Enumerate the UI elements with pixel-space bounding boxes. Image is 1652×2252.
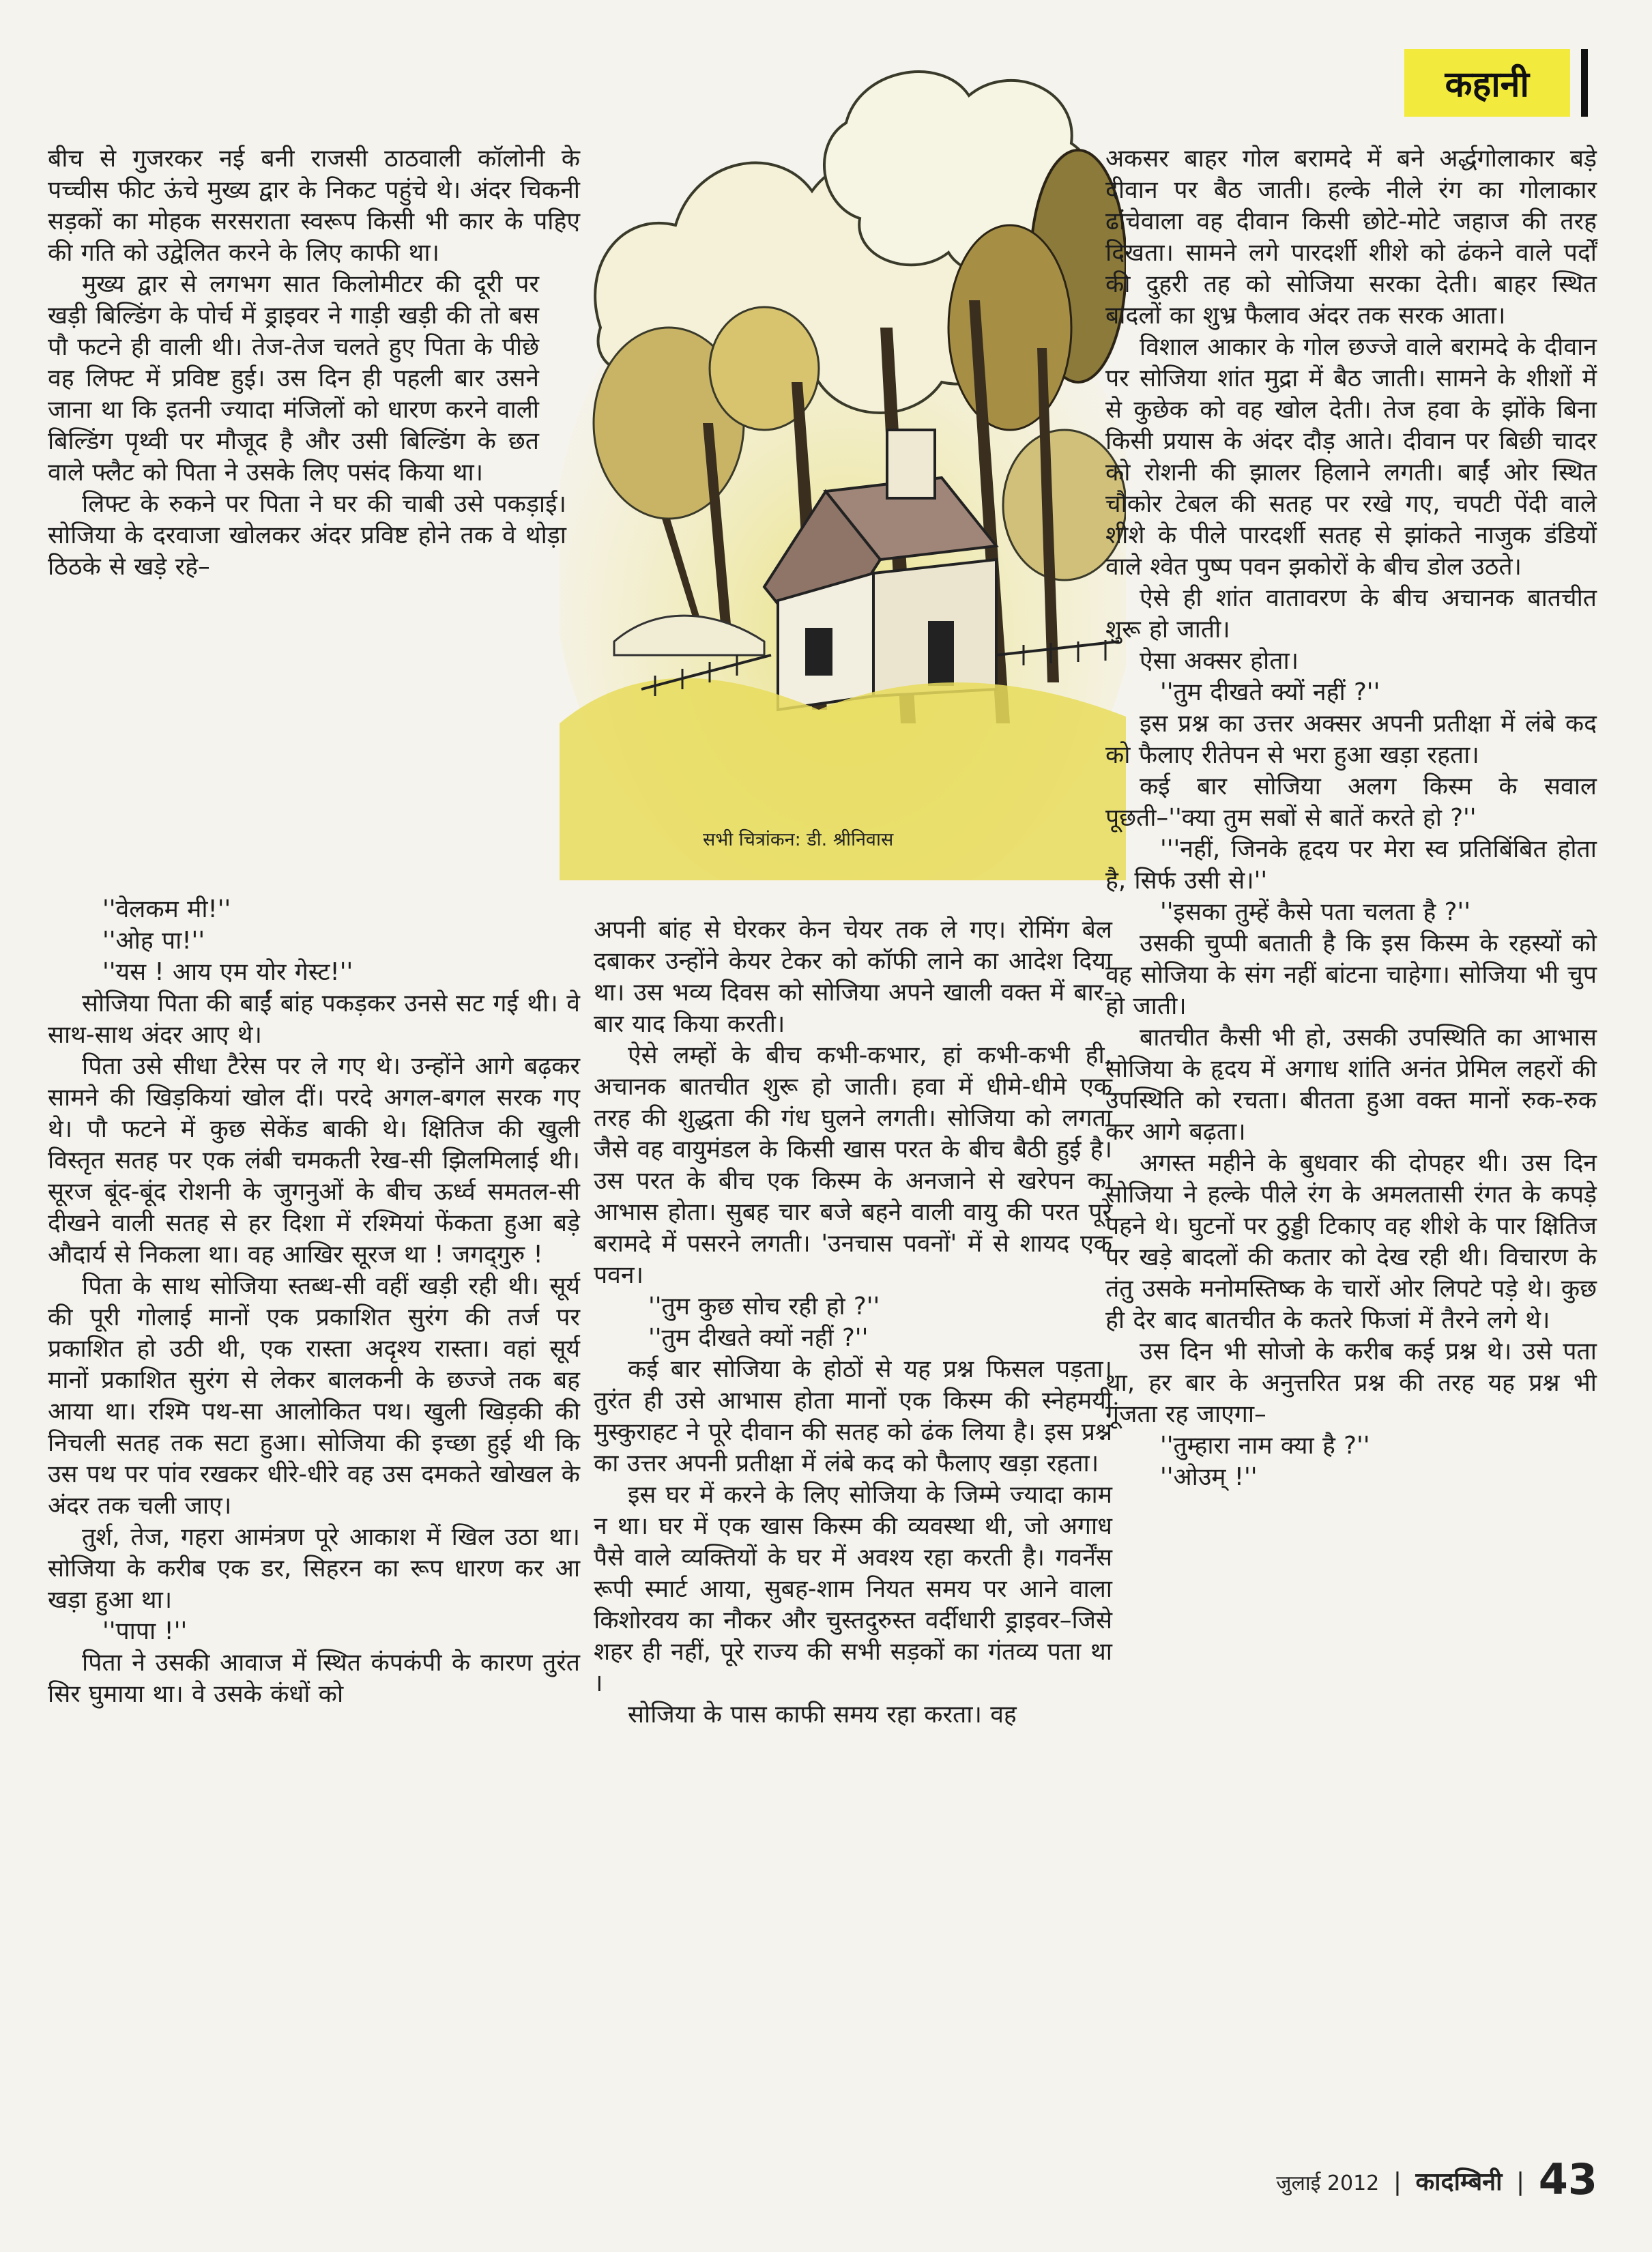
paragraph: इस घर में करने के लिए सोजिया के जिम्मे ज्यादा काम न था। घर में एक खास किस्म की व्यवस्था थी, जो अगाध पैसे वाले व्यक्तियों के घर में अवश्य रहा करती है। गवर्नेंस रूपी स्मार्ट आया, सुबह-शाम नियत समय पर आने वाला किशोरवय का नौकर और चुस्तदुरुस्त वर्दीधारी ड्राइवर–जिसे शहर ही नहीं, पूरे राज्य की सभी सड़कों का गंतव्य पता था ।	[594, 1481, 1112, 1697]
paragraph: मुख्य द्वार से लगभग सात किलोमीटर की दूरी पर खड़ी बिल्डिंग के पोर्च में ड्राइवर ने गाड़ी खड़ी की तो बस पौ फटने ही वाली थी। तेज-तेज चलते हुए पिता के पीछे वह लिफ्ट में प्रविष्ट हुई। उस दिन ही पहली बार उसने जाना था कि इतनी ज्यादा मंजिलों को धारण करने वाली बिल्डिंग पृथ्वी पर मौजूद है और उसी बिल्डिंग के छत वाले फ्लैट को पिता ने उसके लिए पसंद किया था।	[48, 270, 539, 487]
paragraph: तुर्श, तेज, गहरा आमंत्रण पूरे आकाश में खिल उठा था। सोजिया के करीब एक डर, सिहरन का रूप धारण कर आ खड़ा हुआ था।	[48, 1523, 580, 1614]
paragraph: कई बार सोजिया के होठों से यह प्रश्न फिसल पड़ता। तुरंत ही उसे आभास होता मानों एक किस्म की स्नेहमयी मुस्कुराहट ने पूरे दीवान की सतह को ढंक लिया है। इस प्रश्न का उत्तर अपनी प्रतीक्षा में लंबे कद को फैलाए खड़ा रहता।	[594, 1355, 1112, 1477]
dialogue-line: ''इसका तुम्हें कैसे पता चलता है ?''	[1160, 898, 1471, 926]
dialogue-line: '''नहीं, जिनके हृदय पर मेरा स्व प्रतिबिंबित होता है, सिर्फ उसी से।''	[1105, 835, 1597, 895]
paragraph: उस दिन भी सोजो के करीब कई प्रश्न थे। उसे पता था, हर बार के अनुत्तरित प्रश्न की तरह यह प्रश्न भी गूंजता रह जाएगा–	[1105, 1338, 1597, 1428]
paragraph: बातचीत कैसी भी हो, उसकी उपस्थिति का आभास सोजिया के हृदय में अगाध शांति अनंत प्रेमिल लहरों की उपस्थिति को रचता। बीतता हुआ वक्त मानों रुक-रुक कर आगे बढ़ता।	[1105, 1024, 1597, 1146]
page-number: 43	[1538, 2154, 1597, 2204]
dialogue-line: ''वेलकम मी!''	[102, 895, 231, 923]
footer-separator: |	[1393, 2168, 1402, 2196]
column-1-bottom	[48, 894, 580, 1710]
paragraph: ऐसे ही शांत वातावरण के बीच अचानक बातचीत शुरू हो जाती।	[1105, 584, 1597, 644]
dialogue-line: ''पापा !''	[102, 1617, 188, 1645]
column-1-top	[48, 143, 580, 583]
dialogue-line: ''तुम्हारा नाम क्या है ?''	[1160, 1432, 1370, 1460]
paragraph: पिता के साथ सोजिया स्तब्ध-सी वहीं खड़ी रही थी। सूर्य की पूरी गोलाई मानों एक प्रकाशित सुरंग की तर्ज पर प्रकाशित हो उठी थी, एक रास्ता अदृश्य रास्ता। वहां सूर्य मानों प्रकाशित सुरंग से लेकर बालकनी के छज्जे तक बह आया था। रश्मि पथ-सा आलोकित पथ। खुली खिड़की की निचली सतह तक सटा हुआ। सोजिया की इच्छा हुई थी कि उस पथ पर पांव रखकर धीरे-धीरे वह उस दमकते खोखल के अंदर तक चली जाए।	[48, 1272, 580, 1520]
story-illustration	[560, 41, 1126, 880]
paragraph: सोजिया के पास काफी समय रहा करता। वह	[628, 1701, 1017, 1729]
dialogue-line: ''ओउम् !''	[1160, 1463, 1258, 1491]
paragraph: ऐसा अक्सर होता।	[1140, 647, 1299, 675]
paragraph: अगस्त महीने के बुधवार की दोपहर थी। उस दिन सोजिया ने हल्के पीले रंग के अमलतासी रंगत के कपड़े पहने थे। घुटनों पर ठुड्डी टिकाए वह शीशे के पार क्षितिज पर खड़े बादलों की कतार को देख रही थी। विचारण के तंतु उसके मनोमस्तिष्क के चारों ओर लिपटे पड़े थे। कुछ ही देर बाद बातचीत के कतरे फिजां में तैरने लगे थे।	[1105, 1149, 1597, 1334]
paragraph: उसकी चुप्पी बताती है कि इस किस्म के रहस्यों को वह सोजिया के संग नहीं बांटना चाहेगा। सोजिया भी चुप हो जाती।	[1105, 929, 1597, 1020]
column-2	[594, 914, 1112, 1731]
paragraph: पिता ने उसकी आवाज में स्थित कंपकंपी के कारण तुरंत सिर घुमाया था। वे उसके कंधों को	[48, 1649, 580, 1708]
paragraph: कई बार सोजिया अलग किस्म के सवाल पूछती–''क्या तुम सबों से बातें करते हो ?''	[1105, 773, 1597, 832]
paragraph: इस प्रश्न का उत्तर अक्सर अपनी प्रतीक्षा में लंबे कद को फैलाए रीतेपन से भरा हुआ खड़ा रहता।	[1105, 710, 1597, 769]
page-footer	[1276, 2154, 1597, 2204]
paragraph: अपनी बांह से घेरकर केन चेयर तक ले गए। रोमिंग बेल दबाकर उन्होंने केयर टेकर को कॉफी लाने का आदेश दिया था। उस भव्य दिवस को सोजिया अपने खाली वक्त में बार-बार याद किया करती।	[594, 916, 1112, 1038]
column-3	[1105, 143, 1597, 1493]
issue-month: जुलाई 2012	[1276, 2171, 1380, 2195]
dialogue-line: ''तुम दीखते क्यों नहीं ?''	[1160, 678, 1380, 706]
dialogue-line: ''ओह पा!''	[102, 927, 205, 955]
paragraph: लिफ्ट के रुकने पर पिता ने घर की चाबी उसे पकड़ाई। सोजिया के दरवाजा खोलकर अंदर प्रविष्ट होने तक वे थोड़ा ठिठके से खड़े रहे–	[48, 490, 566, 581]
paragraph: बीच से गुजरकर नई बनी राजसी ठाठवाली कॉलोनी के पच्चीस फीट ऊंचे मुख्य द्वार के निकट पहुंचे थे। अंदर चिकनी सड़कों का मोहक सरसराता स्वरूप किसी भी कार के पहिए की गति को उद्वेलित करने के लिए काफी था।	[48, 145, 580, 267]
dialogue-line: ''तुम दीखते क्यों नहीं ?''	[648, 1324, 869, 1352]
dialogue-line: ''यस ! आय एम योर गेस्ट!''	[102, 958, 353, 986]
footer-separator: |	[1516, 2168, 1525, 2196]
section-tag: कहानी	[1404, 49, 1570, 117]
paragraph: अकसर बाहर गोल बरामदे में बने अर्द्धगोलाकार बड़े दीवान पर बैठ जाती। हल्के नीले रंग का गोलाकार ढांचेवाला वह दीवान किसी छोटे-मोटे जहाज की तरह दिखता। सामने लगे पारदर्शी शीशे को ढंकने वाले पर्दों की दुहरी तह को सोजिया सरका देती। बाहर स्थित बादलों का शुभ्र फैलाव अंदर तक सरक आता।	[1105, 145, 1597, 330]
paragraph: पिता उसे सीधा टैरेस पर ले गए थे। उन्होंने आगे बढ़कर सामने की खिड़कियां खोल दीं। परदे अगल-बगल सरक गए थे। पौ फटने में कुछ सेकेंड बाकी थे। क्षितिज की खुली विस्तृत सतह पर एक लंबी चमकती रेख-सी झिलमिलाई थी। सूरज बूंद-बूंद रोशनी के जुगनुओं के बीच ऊर्ध्व समतल-सी दीखने वाली सतह से हर दिशा में रश्मियां फेंकता हुआ बड़े औदार्य से निकला था। वह आखिर सूरज था ! जगद्‍गुरु !	[48, 1052, 580, 1269]
illustration-credit: सभी चित्रांकन: डी. श्रीनिवास	[703, 829, 894, 850]
dialogue-line: ''तुम कुछ सोच रही हो ?''	[648, 1293, 880, 1320]
paragraph: ऐसे लम्हों के बीच कभी-कभार, हां कभी-कभी ही, अचानक बातचीत शुरू हो जाती। हवा में धीमे-धीमे एक तरह की शुद्धता की गंध घुलने लगती। सोजिया को लगता जैसे वह वायुमंडल के किसी खास परत के बीच बैठी हुई है। उस परत के बीच एक किस्म के अनजाने से खरेपन का आभास होता। सुबह चार बजे बहने वाली वायु की परत पूरे बरामदे में पसरने लगती। 'उनचास पवनों' में से शायद एक पवन।	[594, 1041, 1112, 1289]
magazine-name: कादम्बिनी	[1415, 2168, 1503, 2196]
paragraph: विशाल आकार के गोल छज्जे वाले बरामदे के दीवान पर सोजिया शांत मुद्रा में बैठ जाती। सामने के शीशों में से कुछेक को वह खोल देती। तेज हवा के झोंके बिना किसी प्रयास के अंदर दौड़ आते। दीवान पर बिछी चादर को रोशनी की झालर हिलाने लगती। बाईं ओर स्थित चौकोर टेबल की सतह पर रखे गए, चपटी पेंदी वाले शीशे के पीले पारदर्शी सतह से झांकते नाजुक डंडियों वाले श्वेत पुष्प पवन झकोरों के बीच डोल उठते।	[1105, 333, 1597, 581]
paragraph: सोजिया पिता की बाईं बांह पकड़कर उनसे सट गई थी। वे साथ-साथ अंदर आए थे।	[48, 990, 580, 1049]
